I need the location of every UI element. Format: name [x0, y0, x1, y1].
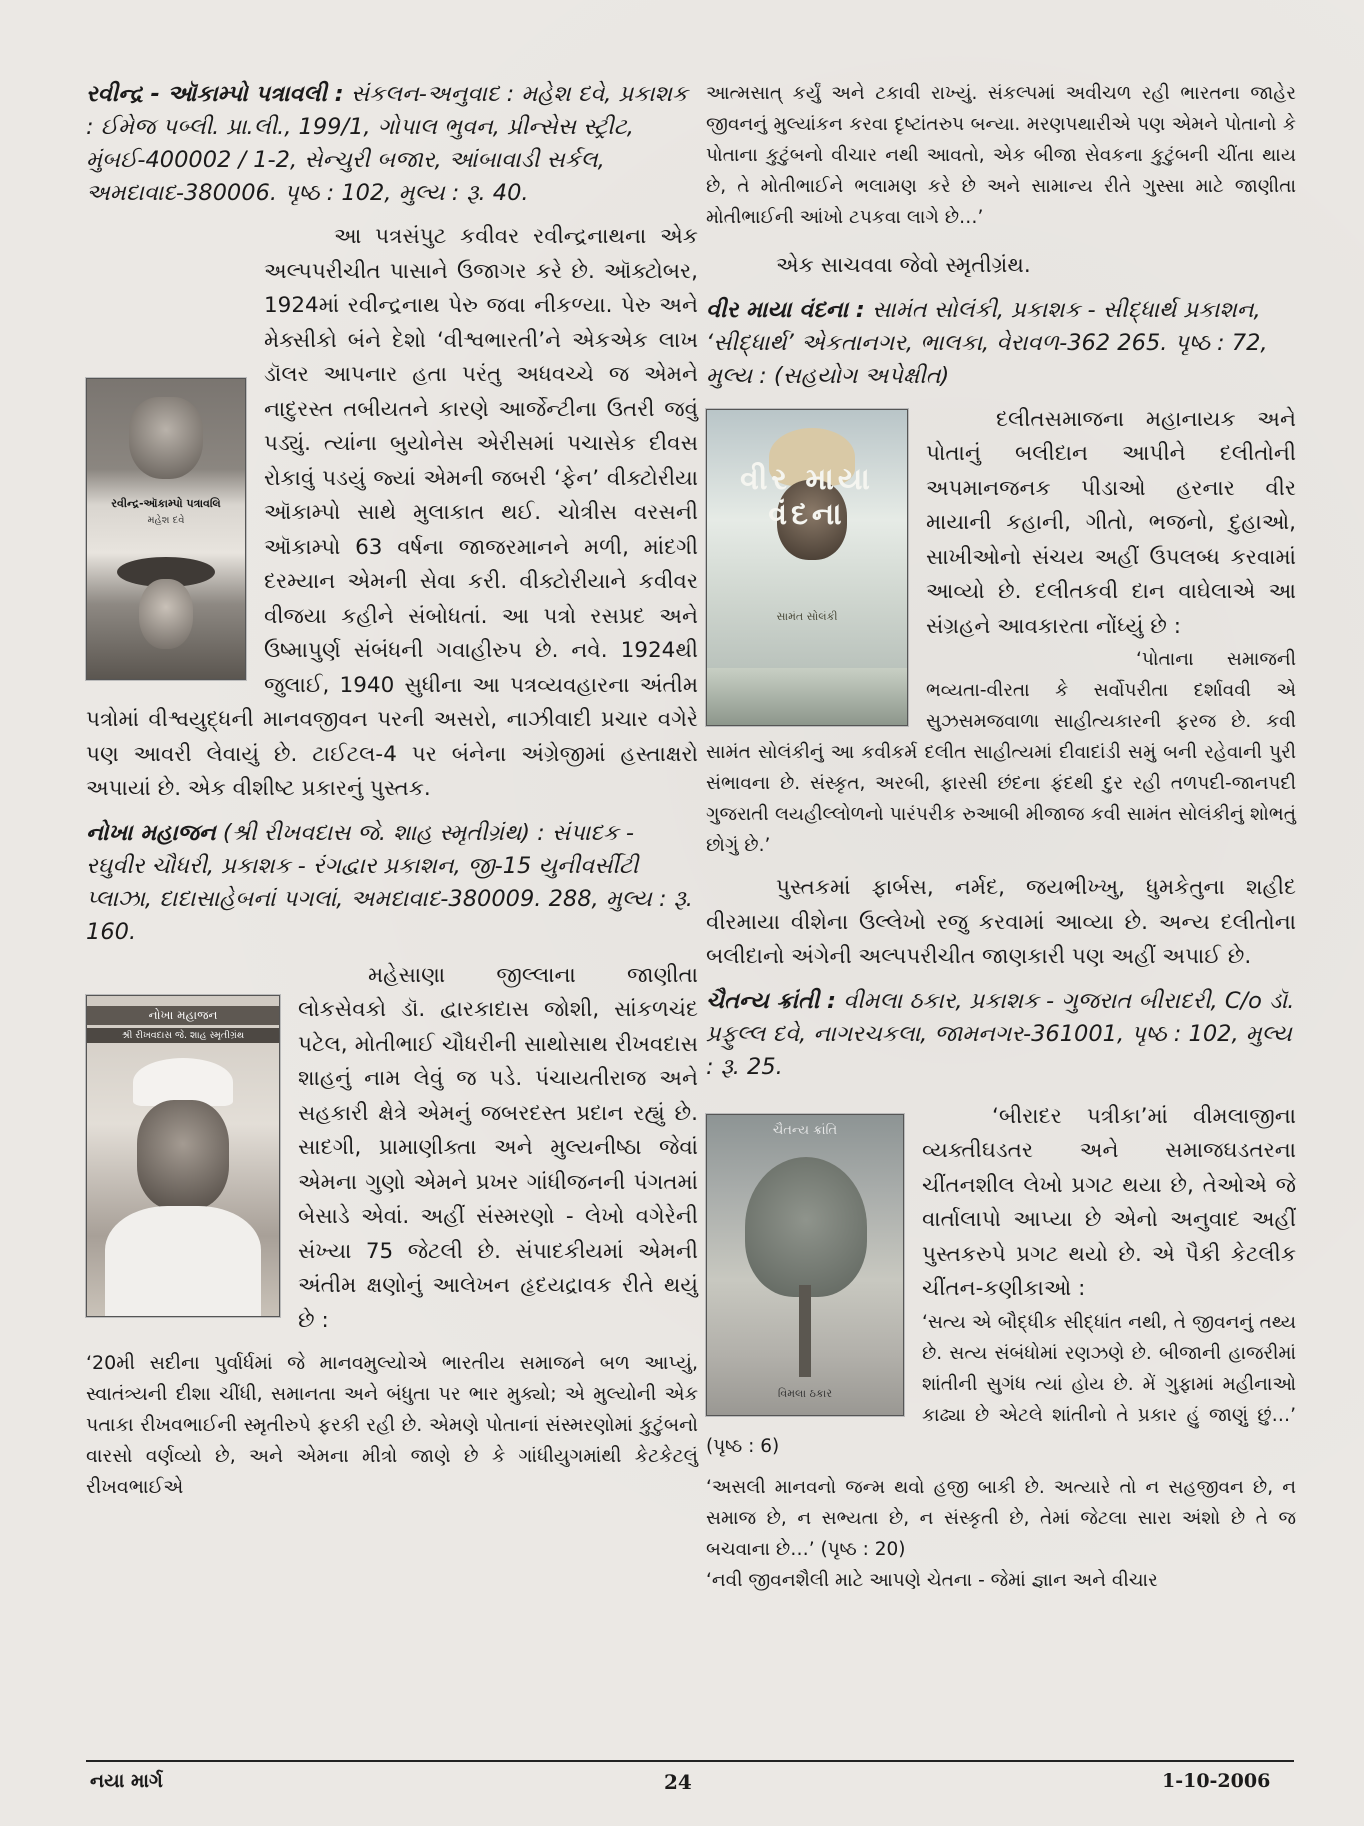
book4-heading	[706, 985, 1296, 1084]
book2-cover-title: નોખા મહાજન	[87, 1006, 279, 1025]
book4-cover-image	[706, 1114, 904, 1416]
portrait-man	[129, 397, 203, 479]
book3-review	[706, 403, 1296, 645]
book3-cover-title: વીર માયા વંદના	[740, 461, 874, 532]
book4-quote-1: ‘સત્ય એ બૌદ્ધીક સીદ્ધાંત નથી, તે જીવનનું તથ્ય છે. સત્ય સંબંધોમાં રણઝણે છે. બીજાની હાજરીમાં શાંતીની સુગંધ ત્યાં હોય છે. મેં ગુફામાં મહીનાઓ કાઢ્યા છે એટલે શાંતીનો તે પ્રકાર હું જાણું છું…’ (પૃષ્ઠ : 6)	[706, 1311, 1296, 1457]
book1-cover-title: રવીન્દ્ર-ઑકામ્પો પત્રાવલિ	[111, 497, 221, 510]
book4-details: વીમલા ઠકાર, પ્રકાશક - ગુજરાત બીરાદરી, C/o ડૉ. પ્રફુલ્લ દવે, નાગરચકલા, જામનગર-361001, પૃષ્ઠ : 102, મુલ્ય : રૂ. 25.	[706, 987, 1295, 1080]
cover-flames	[707, 668, 907, 725]
book1-paragraph: આ પત્રસંપુટ કવીવર રવીન્દ્રનાથના એક અલ્પપરીચીત પાસાને ઉજાગર કરે છે. ઑક્ટોબર, 1924માં રવીન્દ્રનાથ પેરુ જવા નીકળ્યા. પેરુ અને મેક્સીકો બંને દેશો ‘વીશ્વભારતી’ને એકએક લાખ ડૉલર આપનાર હતા પરંતુ અધવચ્ચે જ એમને નાદુરસ્ત તબીયતને કારણે આર્જેન્ટીના ઉતરી જવું પડ્યું. ત્યાંના બુયોનેસ એરીસમાં પચાસેક દીવસ રોકાવું પડયું જ્યાં એમની જબરી ‘ફેન’ વીક્ટોરીયા ઑકામ્પો સાથે મુલાકાત થઈ. ચોત્રીસ વરસની ઑકામ્પો 63 વર્ષના જાજરમાનને મળી, માંદગી દરમ્યાન એમની સેવા કરી. વીક્ટોરીયાને કવીવર વીજયા કહીને સંબોધતાં. આ પત્રો રસપ્રદ અને ઉષ્માપુર્ણ સંબંધની ગવાહીરુપ છે. નવે. 1924થી જુલાઈ, 1940 સુધીના આ પત્રવ્યવહારના અંતીમ પત્રોમાં વીશ્વયુદ્ધની માનવજીવન પરની અસરો, નાઝીવાદી પ્રચાર વગેરે પણ આવરી લેવાયું છે. ટાઈટલ-4 પર બંનેના અંગ્રેજીમાં હસ્તાક્ષરો અપાયાં છે. એક વીશીષ્ટ પ્રકારનું પુસ્તક.	[86, 224, 698, 801]
book2-quote-continued: આત્મસાત્ કર્યું અને ટકાવી રાખ્યું. સંકલ્પમાં અવીચળ રહી ભારતના જાહેર જીવનનું મુલ્યાંકન કરવા દૃષ્ટાંતરુપ બન્યા. મરણપથારીએ પણ એમને પોતાનો કે પોતાના કુટુંબનો વીચાર નથી આવતો, એક બીજા સેવકના કુટુંબની ચીંતા થાય છે, તે મોતીભાઈને ભલામણ કરે છે અને સામાન્ય રીતે ગુસ્સા માટે જાણીતા મોતીભાઈની આંખો ટપકવા લાગે છે…’	[706, 83, 1296, 228]
tree-canopy	[745, 1157, 867, 1297]
book1-title: રવીન્દ્ર - ઑકામ્પો પત્રાવલી :	[86, 81, 344, 107]
book3-cover-image	[706, 409, 908, 726]
book2-details: (શ્રી રીખવદાસ જે. શાહ સ્મૃતીગ્રંથ) : સંપાદક - રઘુવીર ચૌધરી, પ્રકાશક - રંગદ્વાર પ્રકાશન, જી-15 યુનીવર્સીટી પ્લાઝા, દાદાસાહેબનાં પગલાં, અમદાવાદ-380009. 288, મુલ્ય : રૂ. 160.	[86, 819, 693, 945]
book4-cover-title: ચૈતન્ય ક્રાંતિ	[772, 1122, 838, 1138]
book2-heading	[86, 817, 698, 949]
portrait-face	[137, 1100, 229, 1210]
book2-cover-author: શ્રી રીખવદાસ જે. શાહ સ્મૃતીગ્રંથ	[87, 1028, 279, 1043]
book1-cover-image	[86, 378, 246, 680]
book4-cover-author: વિમલા ઠકાર	[777, 1386, 833, 1400]
book3-title: વીર માયા વંદના :	[706, 296, 865, 323]
book3-paragraph-2: પુસ્તકમાં ફાર્બસ, નર્મદ, જયભીખ્ખુ, ધુમકેતુના શહીદ વીરમાયા વીશેના ઉલ્લેખો રજુ કરવામાં આવ્યા છે. અન્ય દલીતોના બલીદાનો અંગેની અલ્પપરીચીત જાણકારી પણ અહીં અપાઈ છે.	[706, 875, 1296, 969]
book3-details: સામંત સોલંકી, પ્રકાશક - સીદ્ધાર્થ પ્રકાશન, ‘સીદ્ધાર્થ’ એકતાનગર, ભાલકા, વેરાવળ-362 265. પૃષ્ઠ : 72, મુલ્ય : (સહયોગ અપેક્ષીત)	[706, 296, 1268, 389]
right-column	[706, 78, 1296, 1596]
book4-paragraph: ‘બીરાદર પત્રીકા’માં વીમલાજીના વ્યક્તીઘડતર અને સમાજઘડતરના ચીંતનશીલ લેખો પ્રગટ થયા છે, તેઓએ જે વાર્તાલાપો આપ્યા છે એનો અનુવાદ અહીં પુસ્તકરુપે પ્રગટ થયો છે. એ પૈકી કેટલીક ચીંતન-કણીકાઓ :	[922, 1103, 1296, 1301]
book2-paragraph: મહેસાણા જીલ્લાના જાણીતા લોકસેવકો ડૉ. દ્વારકાદાસ જોશી, સાંકળચંદ પટેલ, મોતીભાઈ ચૌધરીની સાથોસાથ રીખવદાસ શાહનું નામ લેવું જ પડે. પંચાયતીરાજ અને સહકારી ક્ષેત્રે એમનું જબરદસ્ત પ્રદાન રહ્યું છે. સાદગી, પ્રામાણીક્તા અને મુલ્યનીષ્ઠા જેવાં એમના ગુણો એમને પ્રખર ગાંધીજનની પંગતમાં બેસાડે એવાં. અહીં સંસ્મરણો - લેખો વગેરેની સંખ્યા 75 જેટલી છે. સંપાદકીયમાં એમની અંતીમ ક્ષણોનું આલેખન હૃદયદ્રાવક રીતે થયું છે :	[298, 962, 698, 1333]
book2-cover-image	[86, 995, 280, 1317]
book4-quote-2: ‘અસલી માનવનો જન્મ થવો હજી બાકી છે. અત્યારે તો ન સહજીવન છે, ન સમાજ છે, ન સભ્યતા છે, ન સંસ્કૃતી છે, તેમાં જેટલા સારા અંશો છે તે જ બચવાના છે…’ (પૃષ્ઠ : 20)	[706, 1476, 1296, 1560]
portrait-cap	[133, 1058, 233, 1106]
book3-heading	[706, 294, 1296, 393]
book2-closing: એક સાચવવા જેવો સ્મૃતીગ્રંથ.	[776, 253, 1031, 278]
left-column	[86, 78, 698, 1503]
footer-divider	[86, 1760, 1294, 1762]
book1-review	[86, 220, 698, 807]
book4-title: ચૈતન્ય ક્રાંતી :	[706, 987, 837, 1014]
magazine-name: નયા માર્ગ	[90, 1770, 163, 1792]
book2-title: નોખા મહાજન	[86, 819, 216, 846]
page-number: 24	[664, 1770, 692, 1794]
book1-heading	[86, 78, 698, 210]
book2-quote: ‘20મી સદીના પુર્વાર્ધમાં જે માનવમુલ્યોએ ભારતીય સમાજને બળ આપ્યું, સ્વાતંત્ર્યની દીશા ચીંધી, સમાનતા અને બંધુતા પર ભાર મુક્યો; એ મુલ્યોની એક પતાકા રીખવભાઈની સ્મૃતીરુપે ફરકી રહી છે. એમણે પોતાનાં સંસ્મરણોમાં કુટુંબનો વારસો વર્ણવ્યો છે, અને એમના મીત્રો જાણે છે કે ગાંધીયુગમાંથી કેટકેટલું રીખવભાઈએ	[86, 1352, 698, 1498]
book3-cover-author: સામંત સોલંકી	[776, 609, 838, 623]
book4-quote-3: ‘નવી જીવનશૈલી માટે આપણે ચેતના - જેમાં જ્ઞાન અને વીચાર	[706, 1569, 1158, 1591]
portrait-woman	[139, 579, 193, 649]
issue-date: 1-10-2006	[1162, 1770, 1271, 1792]
book3-quote: ‘પોતાના સમાજની ભવ્યતા-વીરતા કે સર્વોપરીતા દર્શાવવી એ સુઝસમજવાળા સાહીત્યકારની ફરજ છે. કવી સામંત સોલંકીનું આ કવીકર્મ દલીત સાહીત્યમાં દીવાદાંડી સમું બની રહેવાની પુરી સંભાવના છે. સંસ્કૃત, અરબી, ફારસી છંદના ફંદથી દુર રહી તળપદી-જાનપદી ગુજરાતી લયહીલ્લોળનો પારંપરીક રુઆબી મીજાજ કવી સામંત સોલંકીનું શોભતું છોગું છે.’	[706, 649, 1296, 856]
book1-cover-author: મહેશ દવે	[147, 515, 185, 526]
book2-review	[86, 959, 698, 1339]
book3-paragraph: દલીતસમાજના મહાનાયક અને પોતાનું બલીદાન આપીને દલીતોની અપમાનજનક પીડાઓ હરનાર વીર માયાની કહાની, ગીતો, ભજનો, દુહાઓ, સાખીઓનો સંચય અહીં ઉપલબ્ધ કરવામાં આવ્યો છે. દલીતકવી દાન વાઘેલાએ આ સંગ્રહને આવકારતા નોંધ્યું છે :	[926, 406, 1296, 639]
book1-details: સંકલન-અનુવાદ : મહેશ દવે, પ્રકાશક : ઈમેજ પબ્લી. પ્રા.લી., 199/1, ગોપાલ ભુવન, પ્રીન્સેસ સ્ટ્રીટ, મુંબઈ-400002 / 1-2, સેન્ચુરી બજાર, આંબાવાડી સર્કલ, અમદાવાદ-380006. પૃષ્ઠ : 102, મુલ્ય : રૂ. 40.	[86, 81, 688, 206]
portrait-shirt	[105, 1206, 261, 1316]
tree-trunk	[799, 1285, 811, 1377]
